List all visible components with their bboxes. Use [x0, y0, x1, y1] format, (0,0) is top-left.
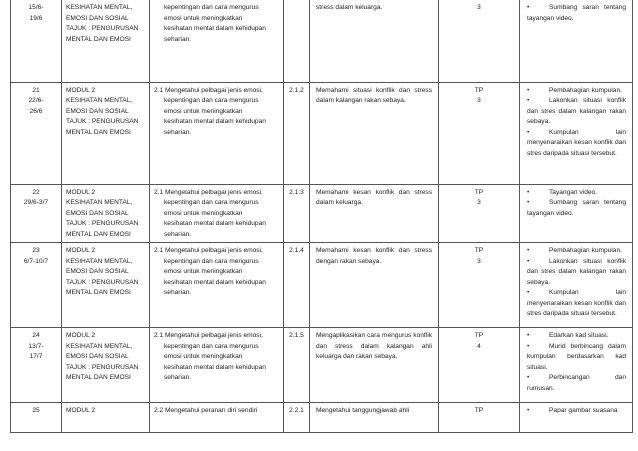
module-line: EMOSI DAN SOSIAL	[66, 14, 129, 22]
standard-code: 2.1.5	[289, 332, 304, 339]
content-standard-cell	[150, 243, 284, 328]
learning-standard-text: Memahami kesan konflik dan stress dengan rakan sebaya.	[316, 247, 432, 265]
bullet-icon: •	[527, 4, 530, 11]
content-standard-line: kesihatan mental dalam kehidupan	[164, 220, 266, 227]
activities-cell	[520, 0, 633, 82]
activity-text: Perbincangan dan rumusan.	[527, 374, 626, 392]
week-line: 22/6-	[28, 97, 44, 104]
week-cell	[11, 328, 62, 403]
content-standard-cell	[150, 0, 284, 82]
tp-level-cell	[439, 328, 520, 403]
standard-code: 2.2.1	[289, 407, 304, 414]
activity-item	[527, 288, 626, 320]
bullet-icon: •	[527, 97, 530, 104]
learning-standard-text: Memahami situasi konflik dan stress dalam kalangan rakan sebaya.	[316, 86, 432, 104]
tp-level: 3	[477, 97, 481, 104]
learning-standard-text: Mengaplikasikan cara mengurus konflik dan stress dalam kalangan ahli keluarga dan rakan sebaya.	[316, 332, 432, 360]
bullet-icon: •	[527, 374, 530, 381]
content-standard-line: emosi untuk meningkatkan	[164, 268, 243, 275]
activity-item	[527, 342, 626, 374]
module-line: KESIHATAN MENTAL,	[66, 257, 133, 265]
module-line: TAJUK : PENGURUSAN	[66, 25, 139, 32]
module-cell	[62, 403, 150, 433]
module-line: KESIHATAN MENTAL,	[66, 199, 133, 206]
activity-text: Sumbang saran tentang tayangan video.	[527, 199, 626, 217]
module-cell	[62, 82, 150, 184]
activity-item	[527, 246, 626, 257]
tp-level: TP	[474, 86, 484, 94]
module-line: TAJUK : PENGURUSAN	[66, 220, 139, 227]
module-line: EMOSI DAN SOSIAL	[66, 353, 129, 360]
week-cell	[11, 82, 62, 184]
module-line: MODUL 2	[66, 188, 96, 196]
standard-code: 2.1.2	[289, 86, 304, 94]
week-line: 25	[32, 407, 40, 414]
tp-level: TP	[474, 247, 484, 254]
module-line: TAJUK : PENGURUSAN	[66, 118, 139, 125]
module-line: MODUL 2	[66, 247, 96, 254]
standard-code-cell	[284, 184, 310, 243]
learning-standard-text: stress dalam keluarga.	[316, 4, 383, 11]
module-line: KESIHATAN MENTAL,	[66, 4, 133, 11]
module-line: MENTAL DAN EMOSI	[66, 230, 131, 238]
activity-item	[527, 86, 626, 97]
week-cell	[11, 403, 62, 433]
activity-item	[527, 128, 626, 160]
module-line: KESIHATAN MENTAL,	[66, 97, 133, 104]
bullet-icon: •	[527, 247, 530, 254]
table-row	[11, 243, 633, 328]
bullet-icon: •	[527, 342, 530, 350]
content-standard-line: seharian.	[164, 128, 192, 136]
content-standard-line: 2.2 Mengetahui peranan diri sendiri	[154, 407, 258, 414]
week-line: 26/6	[29, 107, 43, 115]
standard-code-cell	[284, 82, 310, 184]
content-standard-line: seharian.	[164, 289, 192, 296]
content-standard-line: 2.1 Mengetahui pelbagai jenis emosi,	[154, 86, 263, 94]
bullet-icon: •	[527, 188, 530, 196]
module-line: MENTAL DAN EMOSI	[66, 35, 131, 43]
week-line: 13/7-	[28, 342, 44, 350]
module-cell	[62, 243, 150, 328]
activity-item	[527, 188, 626, 199]
activity-text: Murid berbincang dalam kumpulan berdasarkan kad situasi.	[527, 342, 626, 371]
activity-item	[527, 96, 626, 128]
activities-cell	[520, 403, 633, 433]
tp-level-cell	[439, 0, 520, 82]
tp-level: TP	[474, 407, 484, 414]
week-line: 15/6-	[28, 4, 44, 11]
content-standard-cell	[150, 82, 284, 184]
lesson-plan-table	[10, 0, 633, 433]
table-row	[11, 328, 633, 403]
activities-cell	[520, 243, 633, 328]
activity-item	[527, 406, 626, 417]
activity-item	[527, 3, 626, 24]
learning-standard-cell	[310, 0, 439, 82]
content-standard-line: kepentingan dan cara mengurus	[164, 199, 259, 206]
activity-item	[527, 331, 626, 342]
activity-text: Kumpulan lain menyenaraikan kesan konflik dan stres daripada situasi tersebut.	[527, 289, 626, 317]
content-standard-line: 2.1 Mengetahui pelbagai jenis emosi,	[154, 188, 263, 196]
learning-standard-cell	[310, 82, 439, 184]
week-line: 23	[32, 247, 40, 254]
standard-code: 2.1.4	[289, 247, 304, 254]
module-line: EMOSI DAN SOSIAL	[66, 209, 129, 217]
table-body	[11, 0, 633, 433]
bullet-icon: •	[527, 128, 530, 136]
content-standard-line: emosi untuk meningkatkan	[164, 209, 243, 217]
learning-standard-text: Memahami kesan konflik dan stress dalam keluarga.	[316, 188, 432, 206]
activity-text: Pembahagian kumpulan.	[549, 247, 622, 254]
module-line: KESIHATAN MENTAL,	[66, 342, 133, 350]
module-line: EMOSI DAN SOSIAL	[66, 268, 129, 275]
week-line: 21	[32, 86, 40, 94]
week-line: 24	[32, 332, 40, 339]
content-standard-line: 2.1 Mengetahui pelbagai jenis emosi,	[154, 332, 263, 339]
activity-text: Edarkan kad situasi.	[549, 332, 609, 339]
module-line: MENTAL DAN EMOSI	[66, 374, 131, 381]
table-row	[11, 82, 633, 184]
tp-level: 4	[477, 342, 481, 350]
content-standard-line: emosi untuk meningkatkan	[164, 107, 243, 115]
tp-level-cell	[439, 184, 520, 243]
week-line: 6/7-10/7	[23, 257, 49, 265]
module-line: MODUL 2	[66, 332, 96, 339]
module-line: MODUL 2	[66, 86, 96, 94]
activities-cell	[520, 328, 633, 403]
content-standard-cell	[150, 328, 284, 403]
bullet-icon: •	[527, 199, 530, 206]
tp-level-cell	[439, 243, 520, 328]
content-standard-line: seharian.	[164, 230, 192, 238]
content-standard-line: kesihatan mental dalam kehidupan	[164, 363, 266, 371]
module-cell	[62, 328, 150, 403]
content-standard-line: kepentingan dan cara mengurus	[164, 342, 259, 350]
standard-code-cell	[284, 243, 310, 328]
activities-cell	[520, 184, 633, 243]
week-line: 29/6-3/7	[23, 199, 49, 206]
content-standard-line: emosi untuk meningkatkan	[164, 353, 243, 360]
module-cell	[62, 184, 150, 243]
tp-level-cell	[439, 403, 520, 433]
week-cell	[11, 0, 62, 82]
activities-cell	[520, 82, 633, 184]
week-cell	[11, 243, 62, 328]
bullet-icon: •	[527, 86, 530, 94]
module-line: TAJUK : PENGURUSAN	[66, 278, 139, 286]
content-standard-line: kesihatan mental dalam kehidupan	[164, 118, 266, 125]
learning-standard-cell	[310, 328, 439, 403]
activity-item	[527, 257, 626, 289]
content-standard-line: emosi untuk meningkatkan	[164, 14, 243, 22]
content-standard-line: seharian.	[164, 374, 192, 381]
tp-level: 3	[477, 199, 481, 206]
tp-level: 3	[477, 4, 481, 11]
activity-text: Lakonkan situasi konflik dan stres dalam kalangan rakan sebaya.	[527, 97, 626, 125]
learning-standard-cell	[310, 184, 439, 243]
standard-code: 2.1.3	[289, 188, 304, 196]
bullet-icon: •	[527, 332, 530, 339]
module-line: MENTAL DAN EMOSI	[66, 128, 131, 136]
activity-text: Sumbang saran tentang tayangan video.	[527, 4, 626, 22]
week-line: 19/6	[29, 14, 43, 22]
standard-code-cell	[284, 328, 310, 403]
activity-item	[527, 198, 626, 219]
content-standard-line: seharian.	[164, 35, 192, 43]
module-cell	[62, 0, 150, 82]
activity-text: Papar gambar suasana	[549, 407, 618, 414]
module-line: TAJUK : PENGURUSAN	[66, 363, 139, 371]
tp-level: TP	[474, 188, 484, 196]
module-line: EMOSI DAN SOSIAL	[66, 107, 129, 115]
bullet-icon: •	[527, 289, 530, 296]
bullet-icon: •	[527, 257, 530, 265]
week-line: 17/7	[29, 353, 43, 360]
table-row	[11, 184, 633, 243]
bullet-icon: •	[527, 407, 530, 414]
activity-item	[527, 373, 626, 394]
content-standard-line: kesihatan mental dalam kehidupan	[164, 278, 266, 286]
content-standard-line: kesihatan mental dalam kehidupan	[164, 25, 266, 32]
standard-code-cell	[284, 403, 310, 433]
tp-level: 3	[477, 257, 481, 265]
activity-text: Lakonkan situasi konflik dan stres dalam kalangan rakan sebaya.	[527, 257, 626, 286]
activity-text: Kumpulan lain menyenaraikan kesan konflik dan stres daripada situasi tersebut.	[527, 128, 626, 157]
learning-standard-cell	[310, 243, 439, 328]
standard-code-cell	[284, 0, 310, 82]
activity-text: Pembahagian kumpulan.	[549, 86, 622, 94]
week-cell	[11, 184, 62, 243]
content-standard-line: kepentingan dan cara mengurus	[164, 4, 259, 11]
content-standard-line: kepentingan dan cara mengurus	[164, 257, 259, 265]
module-line: MODUL 2	[66, 407, 96, 414]
content-standard-line: 2.1 Mengetahui pelbagai jenis emosi,	[154, 247, 263, 254]
learning-standard-text: Mengetahui tanggungjawab ahli	[316, 407, 410, 414]
content-standard-cell	[150, 184, 284, 243]
content-standard-cell	[150, 403, 284, 433]
table-row	[11, 403, 633, 433]
learning-standard-cell	[310, 403, 439, 433]
content-standard-line: kepentingan dan cara mengurus	[164, 97, 259, 104]
tp-level-cell	[439, 82, 520, 184]
activity-text: Tayangan video.	[549, 188, 598, 196]
tp-level: TP	[474, 332, 484, 339]
module-line: MENTAL DAN EMOSI	[66, 289, 131, 296]
rpt-table-sheet	[10, 0, 632, 433]
table-row	[11, 0, 633, 82]
week-line: 22	[32, 188, 40, 196]
